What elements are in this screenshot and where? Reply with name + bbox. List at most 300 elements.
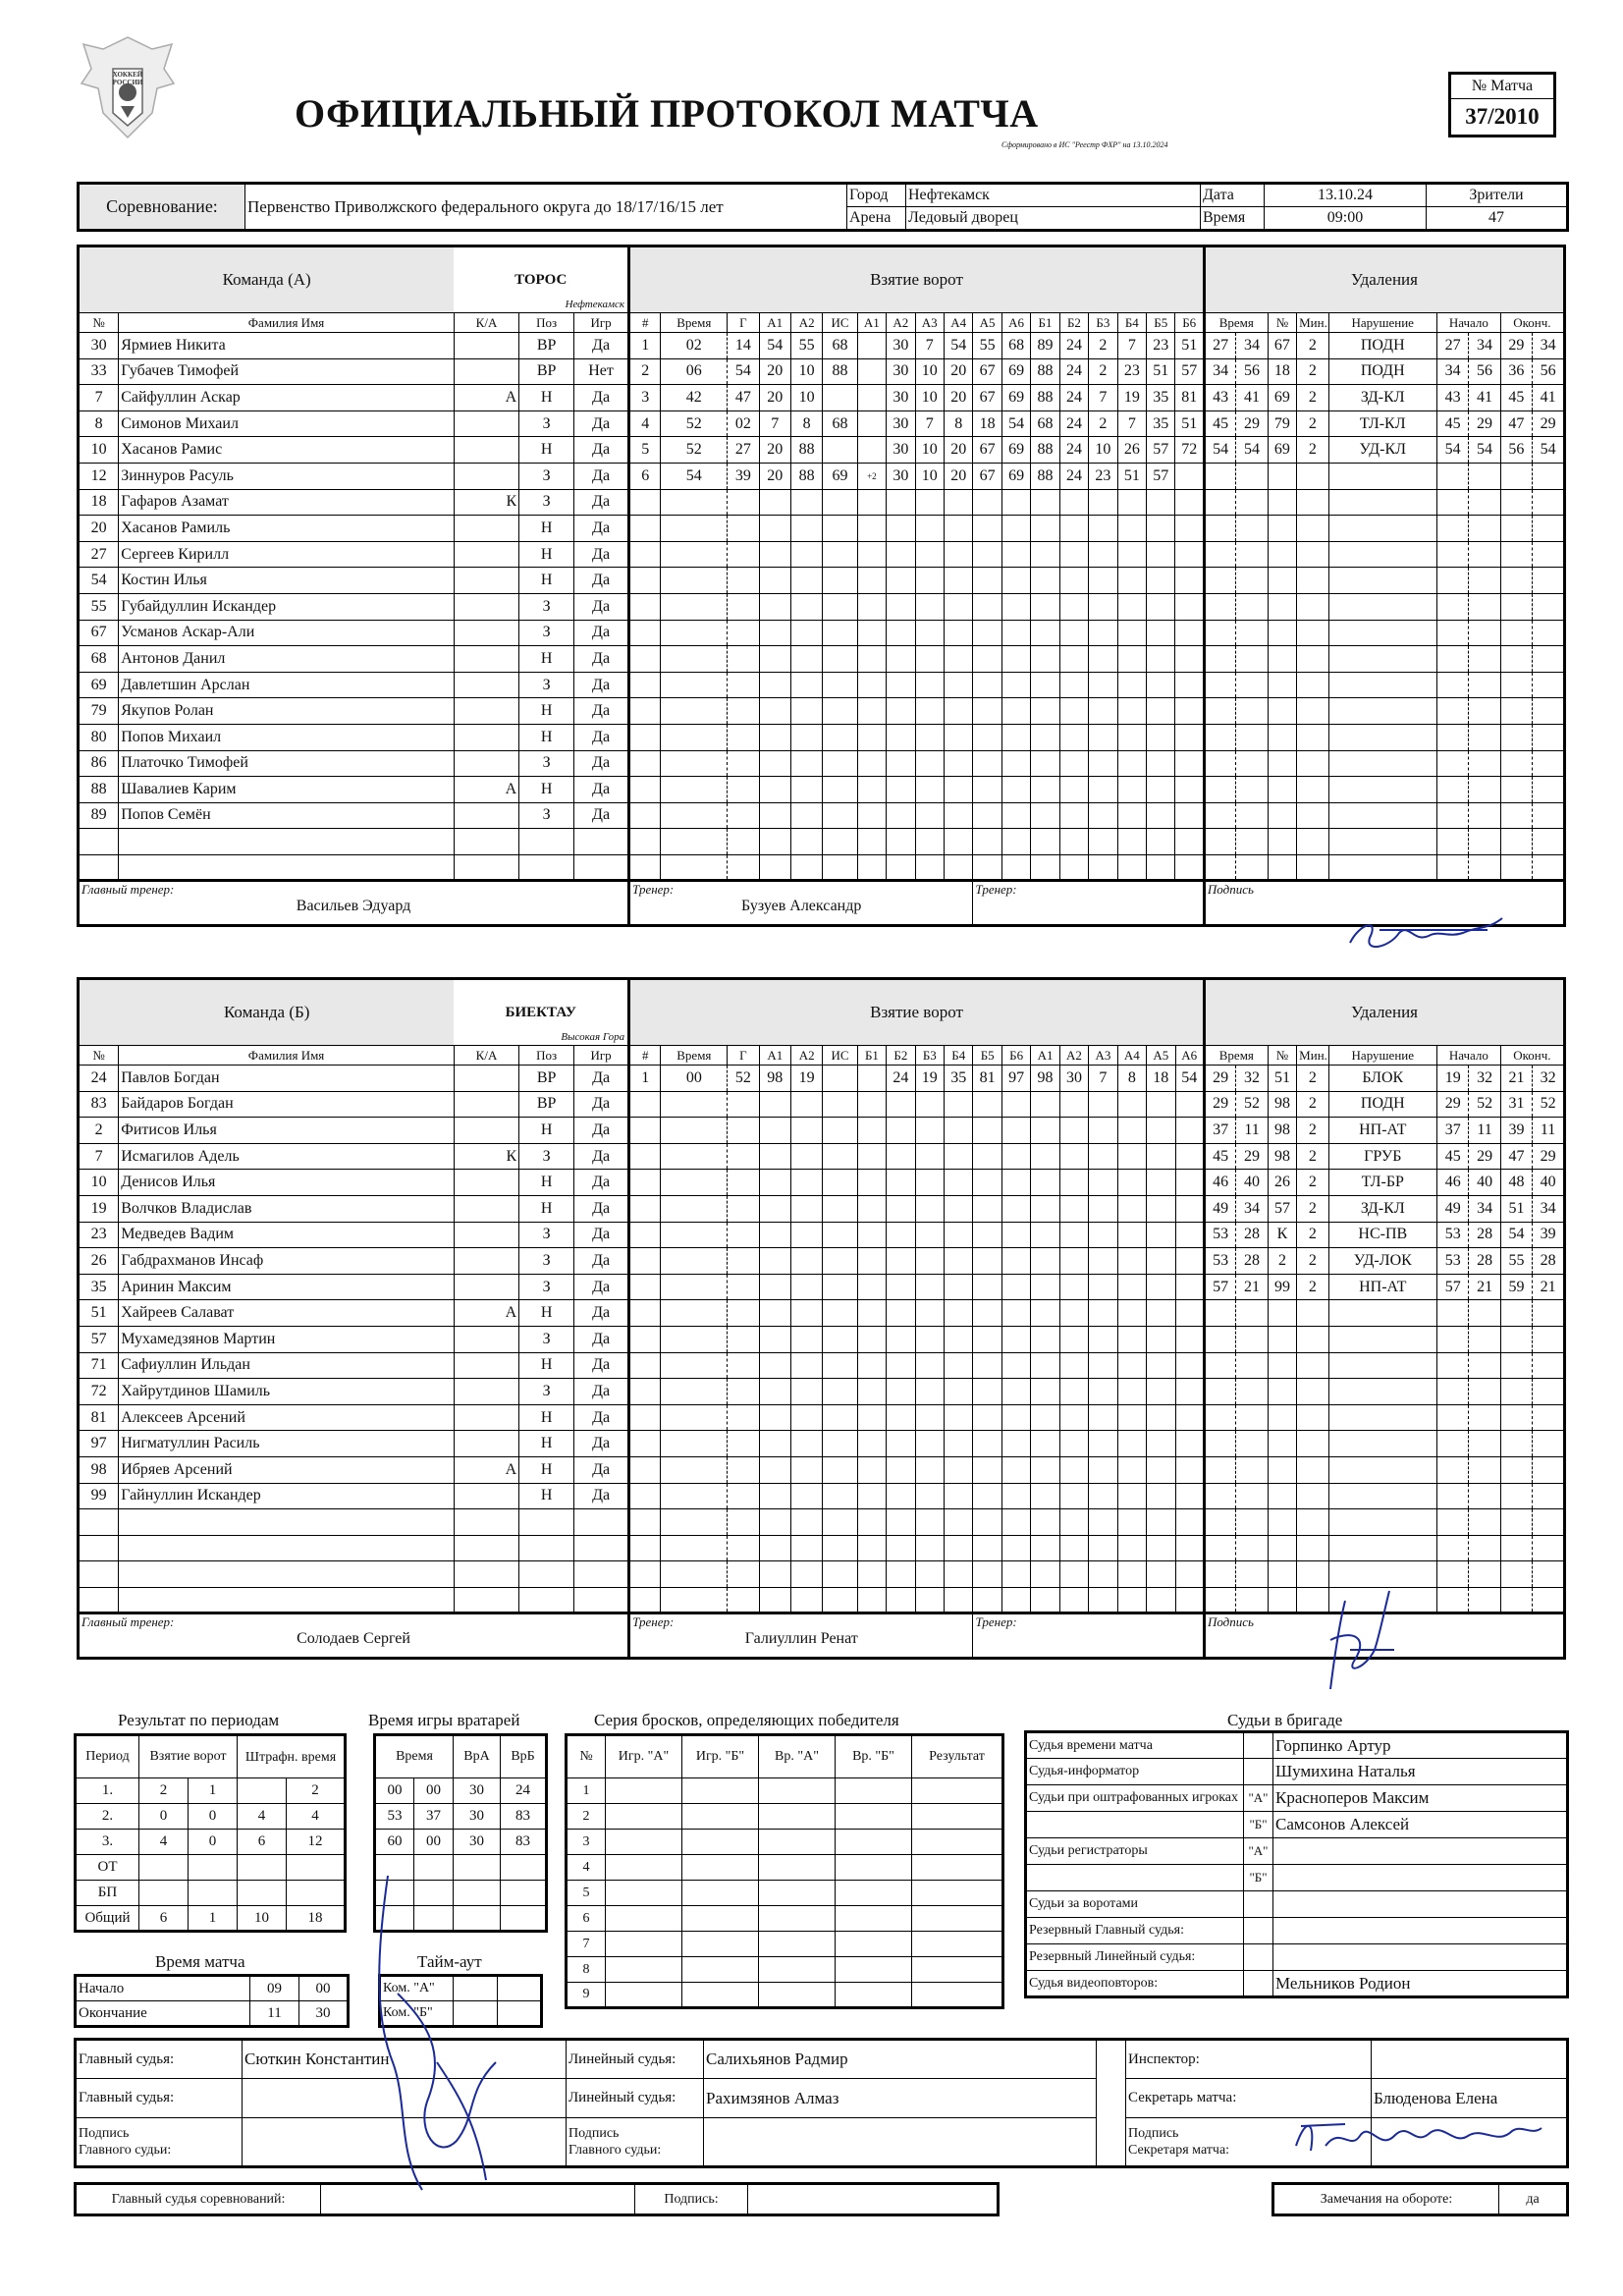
goal-cell [759,854,790,881]
goal-cell [759,516,790,542]
goal-cell [915,1535,944,1561]
player-row [79,463,1565,489]
empty-cell [574,1561,629,1588]
goal-cell [915,1091,944,1118]
gk-cell: 00 [414,1830,454,1855]
penalty-cell [1436,724,1468,750]
goal-cell: 39 [728,463,759,489]
time-value: 09:00 [1265,207,1427,231]
penalty-cell: 99 [1268,1274,1296,1300]
referee-role: Судьи при оштрафованных игроках [1026,1785,1244,1812]
referee-name [1273,1944,1568,1971]
secretary-value: Блюденова Елена [1372,2079,1568,2118]
goal-cell [857,829,886,855]
player-plays: Да [574,1248,629,1275]
gk-cell: 37 [414,1804,454,1830]
goal-cell [728,646,759,673]
col-on-ice: Б5 [1147,313,1175,333]
penalty-cell: 2 [1297,1274,1328,1300]
goal-cell: 06 [661,358,728,385]
shootout-cell [836,1932,912,1957]
penalty-cell [1437,1561,1469,1588]
goal-cell [790,568,822,594]
penalty-cell [1297,777,1328,803]
goal-cell [1059,1456,1088,1483]
penalty-cell: ТЛ-БР [1328,1170,1436,1196]
player-plays: Да [574,1483,629,1509]
goal-cell [728,829,759,855]
player-plays: Да [574,1170,629,1196]
goal-cell [661,698,728,725]
goal-cell [1031,1300,1059,1327]
player-role [454,1222,518,1248]
secretary-sign-label [1126,2118,1372,2167]
col-pen-min: Мин. [1297,313,1328,333]
penalty-cell [1500,698,1532,725]
goal-cell [759,1431,790,1457]
col-goal-time: Время [661,1046,728,1066]
col-on-ice: Б1 [857,1046,886,1066]
player-plays: Да [574,1300,629,1327]
goal-cell [790,698,822,725]
goal-cell [887,516,915,542]
referee-role: Судьи за воротами [1026,1891,1244,1918]
goal-cell [1001,1379,1030,1405]
goal-cell: 35 [945,1066,973,1092]
main-referee-1: Сюткин Константин [243,2040,567,2079]
col-on-ice: Б1 [1031,313,1059,333]
player-name: Алексеев Арсений [119,1404,455,1431]
col-pen-start: Начало [1436,313,1500,333]
goal-cell [1059,777,1088,803]
goal-cell [1175,750,1204,777]
penalty-cell [1500,802,1532,829]
goal-cell: 2 [1089,358,1117,385]
goal-cell: 57 [1175,358,1204,385]
player-number: 69 [79,672,119,698]
referee-role: Судьи регистраторы [1026,1838,1244,1865]
gk-cell [414,1881,454,1906]
goal-cell [973,1352,1001,1379]
penalty-cell [1297,1561,1328,1588]
penalty-cell: УД-КЛ [1328,437,1436,464]
shootout-num: 8 [567,1957,606,1983]
goal-cell [629,1274,661,1300]
penalty-cell [1328,1456,1436,1483]
goal-cell [1175,1431,1204,1457]
player-role [454,410,518,437]
player-name: Шавалиев Карим [119,777,455,803]
goal-cell [823,1509,857,1536]
penalty-cell [1469,1587,1500,1613]
goal-cell [790,1561,822,1588]
penalty-cell [1204,1587,1235,1613]
player-position: З [519,489,574,516]
goal-cell [1089,777,1117,803]
penalty-cell: ЗД-КЛ [1328,385,1436,411]
player-row [79,1274,1565,1300]
penalty-cell [1236,1456,1268,1483]
period-cell: 18 [287,1906,346,1932]
goal-cell [790,802,822,829]
col-pen-viol: Нарушение [1328,1046,1436,1066]
gk-cell: 83 [501,1804,547,1830]
goal-cell [915,1456,944,1483]
goal-cell [1089,1379,1117,1405]
goal-cell [1147,1300,1175,1327]
officials-gap [1097,2079,1126,2118]
goal-cell [1175,1456,1204,1483]
penalty-cell [1297,1379,1328,1405]
goal-cell [915,1379,944,1405]
player-role [454,1248,518,1275]
referee-row [1026,1812,1568,1838]
team-name: БИЕКТАУ [505,1004,576,1020]
player-plays: Да [574,698,629,725]
player-position: З [519,1326,574,1352]
player-name: Якупов Ролан [119,698,455,725]
player-name: Хасанов Рамиль [119,516,455,542]
goal-cell [887,1352,915,1379]
referee-row [1026,1944,1568,1971]
goal-cell [728,1195,759,1222]
match-number: 37/2010 [1450,99,1555,137]
goal-cell [661,1143,728,1170]
penalty-cell [1328,620,1436,646]
penalty-cell [1533,672,1565,698]
player-number: 98 [79,1456,119,1483]
goal-cell [1031,1587,1059,1613]
goal-cell: 24 [1059,385,1088,411]
goal-cell: 7 [1117,410,1146,437]
goal-cell [1031,1483,1059,1509]
goal-cell [1001,1352,1030,1379]
shootout-row [567,1906,1003,1932]
player-position: З [519,1143,574,1170]
head-coach [79,881,629,926]
player-position: ВР [519,1066,574,1092]
player-row [79,1404,1565,1431]
penalty-cell [1204,1326,1235,1352]
col-on-ice: А3 [1089,1046,1117,1066]
goal-cell [1117,1456,1146,1483]
goal-cell: 10 [915,358,944,385]
team-city: Нефтекамск [565,299,625,310]
goal-cell [629,1456,661,1483]
goal-cell: 7 [915,410,944,437]
goal-cell [1031,698,1059,725]
referee-name [1273,1918,1568,1944]
goal-cell [1001,1509,1030,1536]
penalty-cell [1268,672,1296,698]
player-row [79,1483,1565,1509]
goal-cell [1001,1195,1030,1222]
goal-cell [759,1352,790,1379]
shootout-cell [682,1932,759,1957]
goal-cell [887,724,915,750]
goal-cell [629,1170,661,1196]
penalty-cell: 54 [1500,1222,1532,1248]
goal-cell [1175,1352,1204,1379]
city-value: Нефтекамск [906,184,1201,207]
player-plays: Да [574,672,629,698]
shootout-head: Игр. "Б" [682,1735,759,1778]
goal-cell [944,516,972,542]
penalty-cell: 52 [1469,1091,1500,1118]
goal-cell [1147,750,1175,777]
goal-cell: 51 [1175,410,1204,437]
player-plays: Да [574,489,629,516]
penalty-cell: 29 [1204,1091,1235,1118]
penalty-cell: 98 [1268,1118,1296,1144]
goal-cell [915,1170,944,1196]
goal-cell [790,829,822,855]
goal-cell [857,358,886,385]
goal-cell [973,1326,1001,1352]
goal-cell: 51 [1147,358,1175,385]
goal-cell [973,593,1001,620]
goal-cell [1059,1326,1088,1352]
goal-cell [973,1431,1001,1457]
goal-cell [1147,1143,1175,1170]
col-goal-scorer: Г [728,313,759,333]
goal-cell: 52 [728,1066,759,1092]
player-row [79,672,1565,698]
goal-cell: 10 [915,385,944,411]
goal-cell [823,1091,857,1118]
competition-judge-sign-label: Подпись: [635,2184,748,2215]
player-role [454,1274,518,1300]
goal-cell [857,802,886,829]
period-cell: 10 [238,1906,287,1932]
player-name: Усманов Аскар-Али [119,620,455,646]
shootout-cell [682,1983,759,2008]
goal-cell [629,1483,661,1509]
goal-cell [857,1483,886,1509]
penalty-cell [1500,1587,1532,1613]
player-row [79,410,1565,437]
player-plays: Да [574,724,629,750]
goal-cell [1147,516,1175,542]
player-name: Давлетшин Арслан [119,672,455,698]
goal-cell [887,1535,915,1561]
empty-cell [454,1509,518,1536]
goal-cell [790,672,822,698]
penalty-cell [1297,698,1328,725]
referees-table [1024,1730,1569,1998]
shootout-table [565,1733,1004,2009]
goal-cell [1059,1091,1088,1118]
player-name: Волчков Владислав [119,1195,455,1222]
goal-cell [973,1118,1001,1144]
goal-cell [887,802,915,829]
goal-cell [790,1456,822,1483]
empty-cell [454,854,518,881]
goal-cell: 10 [790,385,822,411]
empty-cell [119,1587,455,1613]
goal-cell [790,1248,822,1275]
goal-cell [945,1326,973,1352]
referee-side: "Б" [1244,1812,1273,1838]
shootout-cell [682,1804,759,1830]
player-plays: Да [574,333,629,359]
goal-cell [887,829,915,855]
penalty-cell [1236,620,1268,646]
goal-cell [790,1118,822,1144]
goal-cell [1059,672,1088,698]
goal-cell [790,750,822,777]
goal-cell [823,1195,857,1222]
col-name: Фамилия Имя [119,313,455,333]
goal-cell [1031,1509,1059,1536]
player-row [79,646,1565,673]
referee-role: Резервный Линейный судья: [1026,1944,1244,1971]
goal-cell [915,777,944,803]
goal-cell [1175,463,1204,489]
goal-cell [759,1143,790,1170]
player-role [454,672,518,698]
goal-cell: 54 [1175,1066,1204,1092]
empty-cell [79,1535,119,1561]
goal-cell [759,1456,790,1483]
player-position: З [519,463,574,489]
penalty-cell [1268,1561,1296,1588]
col-on-ice: Б2 [1059,313,1088,333]
penalty-cell: 29 [1469,1143,1500,1170]
penalty-cell [1236,1587,1268,1613]
goal-cell [1001,1587,1030,1613]
player-number: 89 [79,802,119,829]
goal-cell [823,1300,857,1327]
penalty-cell [1297,854,1328,881]
goal-cell [944,541,972,568]
goal-cell [759,1587,790,1613]
penalty-cell: ПОДН [1328,1091,1436,1118]
goal-cell [1001,777,1030,803]
penalty-cell [1328,829,1436,855]
player-role [454,750,518,777]
coach2-label: Тренер: [975,882,1017,898]
goal-cell: 51 [1175,333,1204,359]
goal-cell [1089,1143,1117,1170]
penalty-cell: 41 [1469,385,1500,411]
goal-cell [759,1404,790,1431]
goal-cell [887,777,915,803]
goal-cell [887,1222,915,1248]
goal-cell: 2 [629,358,661,385]
col-on-ice: Б6 [1001,1046,1030,1066]
period-cell: 4 [287,1804,346,1830]
goal-cell [1147,1326,1175,1352]
goal-cell [728,1274,759,1300]
penalty-cell [1533,1352,1565,1379]
goal-cell [728,1509,759,1536]
shootout-cell [836,1906,912,1932]
penalty-cell [1236,724,1268,750]
goal-cell [759,541,790,568]
goal-cell [973,1222,1001,1248]
penalty-cell [1469,568,1500,594]
goal-cell [1117,1561,1146,1588]
player-position: Н [519,1352,574,1379]
penalty-cell [1328,854,1436,881]
goal-cell: 69 [1001,463,1030,489]
penalty-cell [1204,854,1235,881]
penalty-cell [1500,750,1532,777]
empty-cell [574,829,629,855]
goal-cell [629,646,661,673]
col-assist2: А2 [790,1046,822,1066]
penalty-cell [1437,1535,1469,1561]
goal-cell [1147,1195,1175,1222]
penalty-cell: 98 [1268,1143,1296,1170]
coach-value: Бузуев Александр [741,898,862,915]
match-end-h: 11 [250,2001,299,2027]
head-coach-label: Главный тренер: [81,1614,175,1630]
player-position: З [519,672,574,698]
penalty-cell: 29 [1204,1066,1235,1092]
gk-head-a: ВрА [454,1735,501,1778]
goal-cell [661,1404,728,1431]
goal-cell [728,1431,759,1457]
period-cell [139,1881,189,1906]
penalty-cell [1236,777,1268,803]
goal-cell [973,1483,1001,1509]
goal-cell [1001,620,1030,646]
goals-header: Взятие ворот [629,979,1205,1046]
goal-cell [759,1379,790,1405]
empty-cell [454,1561,518,1588]
goal-cell [1147,568,1175,594]
referee-side [1244,1732,1273,1759]
shootout-cell [606,1906,682,1932]
period-cell [238,1855,287,1881]
goal-cell [1175,1587,1204,1613]
goal-cell: 23 [1089,463,1117,489]
penalty-cell [1236,516,1268,542]
goal-cell [1175,854,1204,881]
penalty-cell [1297,750,1328,777]
competition-name: Первенство Приволжского федерального округа до 18/17/16/15 лет [245,184,847,231]
officials-gap [1097,2040,1126,2079]
goal-cell: 1 [629,1066,661,1092]
goal-cell [1175,1143,1204,1170]
document-title: ОФИЦИАЛЬНЫЙ ПРОТОКОЛ МАТЧА [295,91,1039,136]
referee-name: Самсонов Алексей [1273,1812,1568,1838]
penalty-cell: 34 [1436,358,1468,385]
period-row [76,1906,346,1932]
goal-cell [1031,672,1059,698]
goal-cell [1059,1222,1088,1248]
shootout-head: № [567,1735,606,1778]
player-number: 26 [79,1248,119,1275]
goal-cell [661,1561,728,1588]
goal-cell: 88 [1031,358,1059,385]
penalty-cell [1268,1326,1296,1352]
goal-cell [857,1066,886,1092]
goal-cell [661,1248,728,1275]
shootout-cell [912,1855,1003,1881]
player-role: А [454,1456,518,1483]
goal-cell [759,489,790,516]
penalty-cell: 2 [1297,1248,1328,1275]
player-role [454,358,518,385]
main-referee-sign-label [76,2118,243,2167]
goal-cell: 42 [661,385,728,411]
goal-cell: 23 [1147,333,1175,359]
goal-cell [915,1274,944,1300]
penalty-cell [1436,620,1468,646]
